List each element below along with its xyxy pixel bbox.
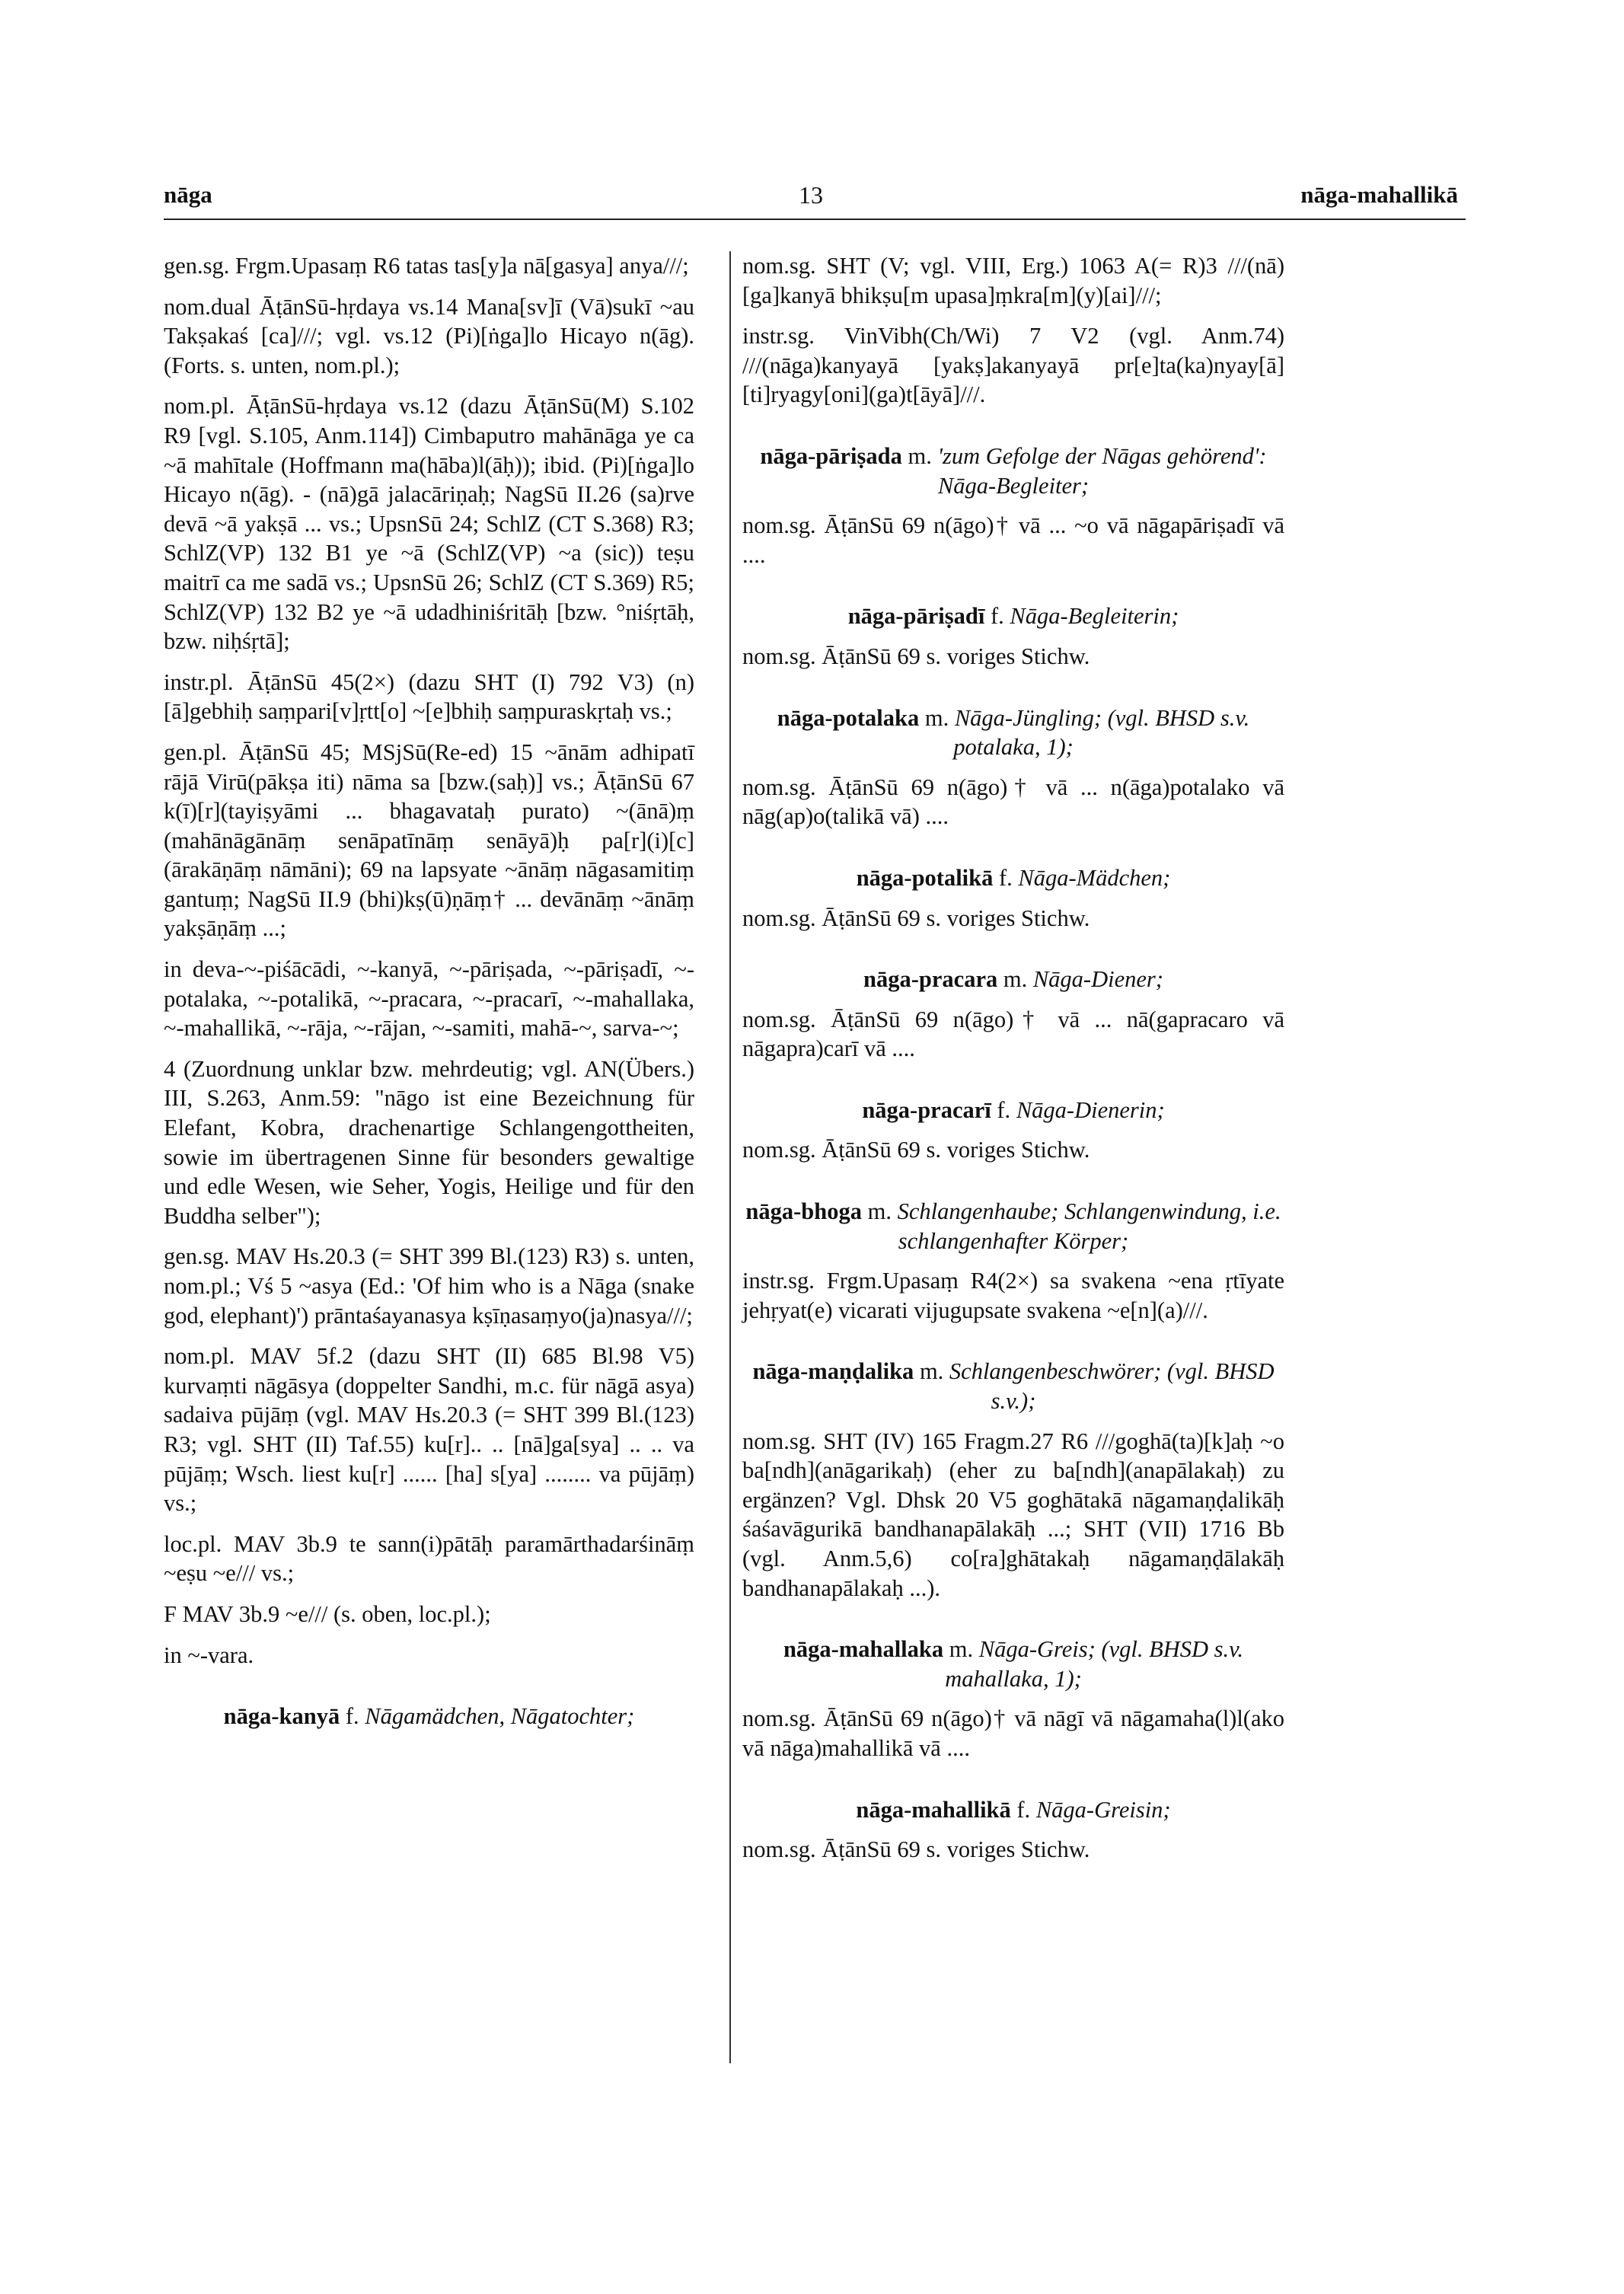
lemma: nāga-pāriṣada: [760, 442, 902, 469]
headword-naga-parisadi: [742, 601, 1284, 631]
part-of-speech: m.: [919, 1358, 944, 1385]
gloss: Nāga-Dienerin;: [1016, 1096, 1165, 1123]
running-header: [164, 181, 1458, 212]
part-of-speech: f.: [1016, 1796, 1031, 1823]
entry-gen-sg: gen.sg. Frgm.Upasaṃ R6 tatas tas[y]a nā[gasya] anya///;: [164, 253, 689, 279]
headword-naga-parisada: [742, 442, 1284, 500]
entry-nom-pl: nom.pl. ĀṭānSū-hṛdaya vs.12 (dazu ĀṭānSū(M) S.102 R9 [vgl. S.105, Anm.114]) Cimbaputro mahānāga ye ca ~ā mahītale (Hoffmann ma(hāba)l(āḥ)); ibid. (Pi)[ṅga]lo Hicayo n(āg). - (nā)gā jalacāriṇaḥ; NagSū II.26 (sa)rve devā ~ā yakṣā ... vs.; UpsnSū 24; SchlZ (CT S.368) R3; SchlZ(VP) 132 B1 ye ~ā (SchlZ(VP) ~a (sic)) teṣu maitrī ca me sadā vs.; UpsnSū 26; SchlZ (CT S.369) R5; SchlZ(VP) 132 B2 ye ~ā udadhiniśritāḥ [bzw. °niśṛtāḥ, bzw. niḥśṛtā];: [164, 393, 694, 655]
lemma: nāga-pāriṣadī: [847, 603, 985, 630]
column-divider: [729, 251, 731, 2063]
part-of-speech: m.: [949, 1636, 974, 1663]
right-column: [742, 251, 1284, 1876]
part-of-speech: f.: [998, 864, 1013, 891]
entry-mahallika-nom-sg: nom.sg. ĀṭānSū 69 s. voriges Stichw.: [742, 1836, 1090, 1863]
entry-f-form: F MAV 3b.9 ~e/// (s. oben, loc.pl.);: [164, 1600, 491, 1627]
entry-potalaka-nom-sg: nom.sg. ĀṭānSū 69 n(āgo)† vā ... n(āga)potalako vā nāg(ap)o(talikā vā) ....: [742, 774, 1284, 830]
part-of-speech: f.: [345, 1703, 359, 1730]
headword-naga-mahallika: [742, 1795, 1284, 1825]
part-of-speech: m.: [924, 704, 949, 731]
entry-parisada-nom-sg: nom.sg. ĀṭānSū 69 n(āgo)† vā ... ~o vā nāgapāriṣadī vā ....: [742, 512, 1284, 568]
gloss: Nāga-Mädchen;: [1018, 864, 1171, 891]
gloss: Nāgamädchen, Nāgatochter;: [365, 1703, 635, 1730]
entry-compounds: in deva-~-piśācādi, ~-kanyā, ~-pāriṣada, ~-pāriṣadī, ~-potalaka, ~-potalikā, ~-pracara, ~-pracarī, ~-mahallaka, ~-mahallikā, ~-rāja, ~-rājan, ~-samiti, mahā-~, sarva-~;: [164, 956, 694, 1042]
entry-nom-dual: nom.dual ĀṭānSū-hṛdaya vs.14 Mana[sv]ī (Vā)sukī ~au Takṣakaś [ca]///; vgl. vs.12 (Pi)[ṅga]lo Hicayo n(āg). (Forts. s. unten, nom.pl.);: [164, 293, 694, 378]
left-column: [164, 251, 694, 1742]
lemma: nāga-maṇḍalika: [752, 1358, 914, 1385]
header-right-catchword: nāga-mahallikā: [1300, 181, 1458, 208]
gloss: Nāga-Jüngling; (vgl. BHSD s.v. potalaka, 1);: [953, 704, 1250, 761]
lemma: nāga-bhoga: [745, 1198, 862, 1225]
lemma: nāga-potalikā: [856, 864, 994, 891]
part-of-speech: m.: [1003, 966, 1028, 993]
headword-naga-bhoga: [742, 1197, 1284, 1255]
entry-sense-4: 4 (Zuordnung unklar bzw. mehrdeutig; vgl. AN(Übers.) III, S.263, Anm.59: "nāgo ist eine Bezeichnung für Elefant, Kobra, drachenartige Schlangengottheiten, sowie im übertragenen Sinne für besonders gewaltige und edle Wesen, wie Seher, Yogis, Heilige und für den Buddha selber");: [164, 1055, 694, 1229]
headword-naga-potalaka: [742, 704, 1284, 762]
lemma: nāga-kanyā: [223, 1703, 340, 1730]
lemma: nāga-pracara: [863, 966, 998, 993]
entry-potalika-nom-sg: nom.sg. ĀṭānSū 69 s. voriges Stichw.: [742, 905, 1090, 931]
entry-nom-pl-2: nom.pl. MAV 5f.2 (dazu SHT (II) 685 Bl.98 V5) kurvaṃti nāgāsya (doppelter Sandhi, m.c. für nāgā asya) sadaiva pūjāṃ (vgl. MAV Hs.20.3 (= SHT 399 Bl.(123) R3; vgl. SHT (II) Taf.55) ku[r].. .. [nā]ga[sya] .. .. va pūjāṃ; Wsch. liest ku[r] ...... [ha] s[ya] ........ va pūjāṃ) vs.;: [164, 1343, 694, 1517]
header-left-catchword: nāga: [164, 181, 212, 208]
lemma: nāga-pracarī: [862, 1096, 991, 1123]
lemma: nāga-mahallaka: [783, 1636, 944, 1663]
gloss: Schlangenhaube; Schlangenwindung, i.e. schlangenhafter Körper;: [897, 1198, 1281, 1254]
headword-naga-potalika: [742, 863, 1284, 893]
part-of-speech: m.: [908, 442, 932, 469]
entry-bhoga-instr-sg: instr.sg. Frgm.Upasaṃ R4(2×) sa svakena ~ena ṛtīyate jehṛyat(e) vicarati vijugupsate svakena ~e[n](a)///.: [742, 1268, 1284, 1323]
part-of-speech: f.: [997, 1096, 1011, 1123]
lemma: nāga-potalaka: [777, 704, 920, 731]
entry-kanya-instr-sg: instr.sg. VinVibh(Ch/Wi) 7 V2 (vgl. Anm.74) ///(nāga)kanyayā [yakṣ]akanyayā pr[e]ta(ka)nyay[ā] [ti]ryagy[oni](ga)t[āyā]///.: [742, 323, 1284, 408]
gloss: Nāga-Greis; (vgl. BHSD s.v. mahallaka, 1);: [945, 1636, 1244, 1692]
header-rule: [164, 219, 1466, 220]
headword-naga-mahallaka: [742, 1635, 1284, 1693]
entry-mahallaka-nom-sg: nom.sg. ĀṭānSū 69 n(āgo)† vā nāgī vā nāgamaha(l)l(ako vā nāga)mahallikā vā ....: [742, 1705, 1284, 1761]
gloss: Schlangenbeschwörer; (vgl. BHSD s.v.);: [949, 1358, 1275, 1415]
entry-parisadi-nom-sg: nom.sg. ĀṭānSū 69 s. voriges Stichw.: [742, 643, 1090, 669]
gloss: Nāga-Greisin;: [1035, 1796, 1171, 1823]
entry-pracara-nom-sg: nom.sg. ĀṭānSū 69 n(āgo)† vā ... nā(gapracaro vā nāgapra)carī vā ....: [742, 1006, 1284, 1062]
lemma: nāga-mahallikā: [856, 1796, 1011, 1823]
entry-gen-sg-2: gen.sg. MAV Hs.20.3 (= SHT 399 Bl.(123) R3) s. unten, nom.pl.; Vś 5 ~asya (Ed.: 'Of him who is a Nāga (snake god, elephant)') prāntaśayanasya kṣīṇasaṃyo(ja)nasya///;: [164, 1243, 694, 1329]
gloss: Nāga-Begleiterin;: [1010, 603, 1179, 630]
entry-loc-pl: loc.pl. MAV 3b.9 te sann(i)pātāḥ paramārthadarśināṃ ~eṣu ~e/// vs.;: [164, 1530, 694, 1587]
headword-naga-mandalika: [742, 1357, 1284, 1415]
entry-compound-vara: in ~-vara.: [164, 1642, 254, 1668]
headword-naga-kanya: [164, 1702, 694, 1731]
part-of-speech: m.: [867, 1198, 892, 1225]
gloss: Nāga-Diener;: [1032, 966, 1163, 993]
page-number: 13: [799, 181, 823, 209]
entry-mandalika-nom-sg: nom.sg. SHT (IV) 165 Fragm.27 R6 ///goghā(ta)[k]aḥ ~o ba[ndh](anāgarikaḥ) (eher zu ba[ndh](anapālakaḥ) zu ergänzen? Vgl. Dhsk 20 V5 goghātakā nāgamaṇḍalikāḥ śaśavāgurikā bandhanapālakāḥ ...; SHT (VII) 1716 Bb (vgl. Anm.5,6) co[ra]ghātakaḥ nāgamaṇḍālakāḥ bandhanapālakaḥ ...).: [742, 1428, 1284, 1601]
part-of-speech: f.: [990, 603, 1004, 630]
gloss: 'zum Gefolge der Nāgas gehörend': Nāga-Begleiter;: [937, 442, 1267, 499]
entry-instr-pl: instr.pl. ĀṭānSū 45(2×) (dazu SHT (I) 792 V3) (n)[ā]gebhiḥ saṃpari[v]ṛtt[o] ~[e]bhiḥ saṃpuraskṛtaḥ vs.;: [164, 668, 694, 725]
entry-kanya-nom-sg: nom.sg. SHT (V; vgl. VIII, Erg.) 1063 A(= R)3 ///(nā)[ga]kanyā bhikṣu[m upasa]ṃkra[m](y)[ai]///;: [742, 253, 1284, 308]
headword-naga-pracara: [742, 965, 1284, 994]
headword-naga-pracari: [742, 1096, 1284, 1125]
entry-pracari-nom-sg: nom.sg. ĀṭānSū 69 s. voriges Stichw.: [742, 1137, 1090, 1163]
entry-gen-pl: gen.pl. ĀṭānSū 45; MSjSū(Re-ed) 15 ~ānām adhipatī rājā Virū(pākṣa iti) nāma sa [bzw.(saḥ)] vs.; ĀṭānSū 67 k(ī)[r](tayiṣyāmi ... bhagavataḥ purato) ~(ānā)ṃ (mahānāgānāṃ senāpatīnāṃ senāyā)ḥ pa[r](i)[c](ārakāṇāṃ nāmāni); 69 na lapsyate ~ānāṃ nāgasamitiṃ gantuṃ; NagSū II.9 (bhi)kṣ(ū)ṇāṃ† ... devānāṃ ~ānāṃ yakṣāṇāṃ ...;: [164, 739, 694, 942]
